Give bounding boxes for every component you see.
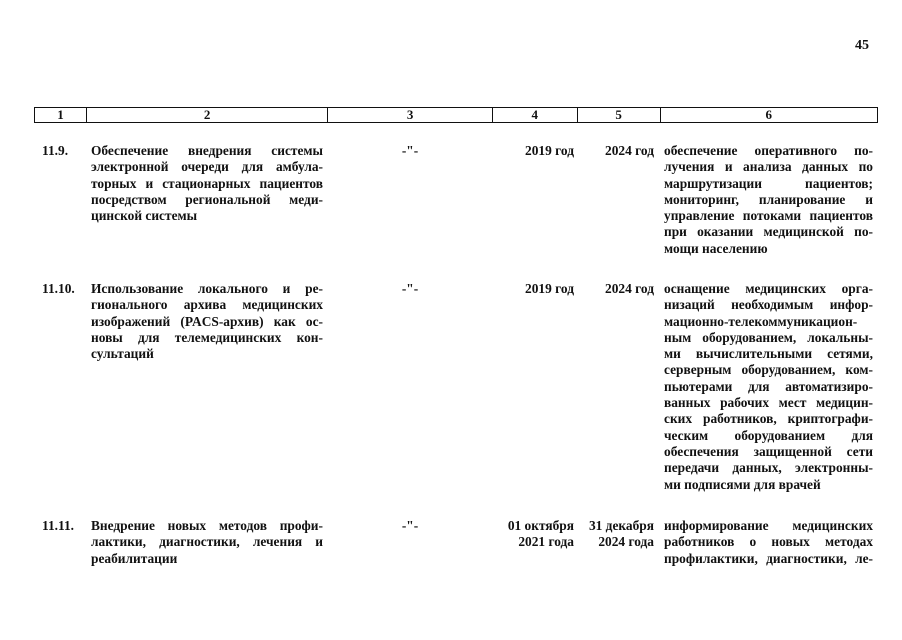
row-result-line: ческим оборудованием для (664, 427, 873, 443)
row-result-line: мационно-телекоммуникацион- (664, 313, 858, 329)
row-result-line: лучения и анализа данных по (664, 159, 873, 175)
row-end-date (576, 518, 654, 551)
row-result-line: пьютерами для автоматизиро- (664, 378, 873, 394)
row-result-line: обеспечения защищенной сети (664, 443, 873, 459)
row-result-line: управление потоками пациентов (664, 208, 873, 224)
page-number: 45 (855, 38, 869, 53)
row-name-line: сультаций (91, 346, 154, 362)
row-end-date (576, 143, 654, 159)
row-end-date (576, 281, 654, 297)
row-name-line: новы для телемедицинских кон- (91, 329, 323, 345)
row-name-line: лактики, диагностики, лечения и (91, 534, 323, 550)
row-result-line: мощи населению (664, 240, 768, 256)
row-result-line: маршрутизации пациентов; (664, 175, 873, 191)
row-start-date (492, 143, 574, 159)
row-name-line: Обеспечение внедрения системы (91, 143, 323, 158)
row-name-line: изображений (PACS-архив) как ос- (91, 313, 323, 329)
row-result-line: ванных рабочих мест медицин- (664, 395, 873, 411)
row-start-line: 2019 год (525, 143, 574, 158)
row-name-line: посредством региональной меди- (91, 191, 323, 207)
row-result-line: низаций необходимым инфор- (664, 297, 873, 313)
row-result-line: профилактики, диагностики, ле- (664, 550, 873, 566)
row-start-line: 01 октября (507, 518, 574, 533)
table-header (34, 107, 878, 123)
row-responsible: -"- (401, 518, 419, 533)
row-name (91, 143, 323, 224)
row-responsible: -"- (401, 281, 419, 296)
row-result (664, 518, 873, 567)
row-end-line: 2024 год (605, 143, 654, 158)
row-result-line: ми вычислительными сетями, (664, 346, 873, 362)
row-name-line: электронной очереди для амбула- (91, 159, 323, 175)
row-result-line: работников о новых методах (664, 534, 873, 550)
row-result-line: обеспечение оперативного по- (664, 143, 873, 158)
row-name-line: Внедрение новых методов профи- (91, 518, 323, 533)
row-result-line: ских работников, криптографи- (664, 411, 873, 427)
row-result-line: передачи данных, электронны- (664, 460, 873, 476)
row-name-line: торных и стационарных пациентов (91, 175, 323, 191)
row-result-line: информирование медицинских (664, 518, 873, 533)
row-start-line: 2021 года (518, 534, 574, 550)
row-number: 11.9. (42, 143, 69, 158)
row-end-line: 2024 год (605, 281, 654, 296)
header-col-5: 5 (578, 108, 661, 122)
row-result-line: ным оборудованием, локальны- (664, 329, 873, 345)
row-result-line: серверным оборудованием, ком- (664, 362, 873, 378)
row-result-line: оснащение медицинских орга- (664, 281, 873, 296)
header-col-2: 2 (87, 108, 328, 122)
row-end-line: 31 декабря (588, 518, 654, 533)
row-name (91, 281, 323, 362)
row-end-line: 2024 года (598, 534, 654, 550)
row-result-line: мониторинг, планирование и (664, 191, 873, 207)
row-name-line: реабилитации (91, 550, 178, 566)
row-result (664, 281, 873, 493)
header-col-4: 4 (493, 108, 578, 122)
row-responsible: -"- (401, 143, 419, 158)
header-col-1: 1 (35, 108, 87, 122)
row-name (91, 518, 323, 567)
header-col-3: 3 (328, 108, 493, 122)
row-number: 11.11. (42, 518, 74, 533)
row-result-line: ми подписями для врачей (664, 476, 821, 492)
row-result-line: при оказании медицинской по- (664, 224, 873, 240)
row-start-date (492, 281, 574, 297)
row-number: 11.10. (42, 281, 75, 296)
row-start-date (492, 518, 574, 551)
row-name-line: гионального архива медицинских (91, 297, 323, 313)
row-name-line: цинской системы (91, 208, 198, 224)
row-name-line: Использование локального и ре- (91, 281, 323, 296)
row-result (664, 143, 873, 257)
header-col-6: 6 (765, 107, 772, 122)
row-start-line: 2019 год (525, 281, 574, 296)
